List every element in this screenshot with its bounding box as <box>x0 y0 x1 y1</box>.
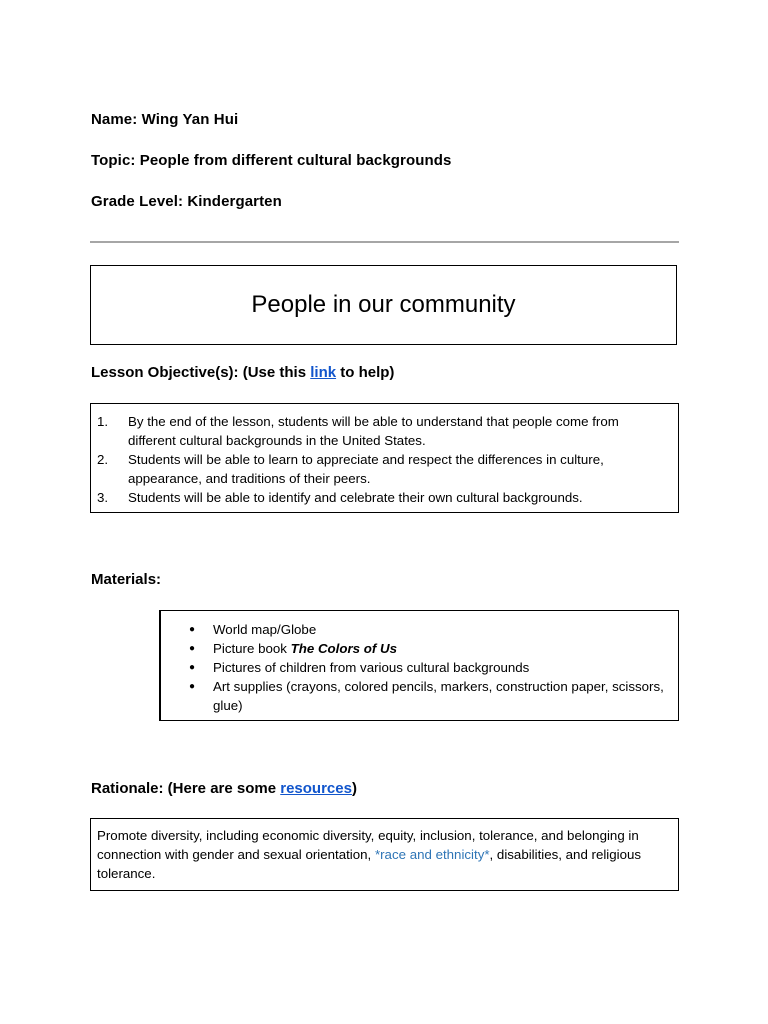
objective-number: 3. <box>97 490 109 505</box>
lesson-topic: Topic: People from different cultural backgrounds <box>91 152 452 169</box>
objectives-link[interactable]: link <box>310 364 337 381</box>
horizontal-divider <box>90 241 679 243</box>
objective-text: Students will be able to identify and celebrate their own cultural backgrounds. <box>128 490 583 505</box>
materials-item-text <box>213 639 668 658</box>
materials-item-text: Art supplies (crayons, colored pencils, markers, construction paper, scissors, glue) <box>213 679 664 713</box>
objectives-heading <box>91 364 394 381</box>
objective-number: 1. <box>97 414 109 429</box>
materials-item <box>189 677 668 715</box>
rationale-heading <box>91 780 357 797</box>
bullet-icon: ● <box>189 662 196 673</box>
bullet-icon: ● <box>189 681 196 692</box>
title-box <box>90 265 677 345</box>
bullet-icon: ● <box>189 643 196 654</box>
rationale-heading-prefix: Rationale: (Here are some <box>91 780 281 797</box>
materials-item <box>189 658 668 677</box>
objective-item <box>97 450 668 488</box>
lesson-title: People in our community <box>251 291 516 318</box>
materials-box <box>159 610 679 721</box>
objective-text: Students will be able to learn to appreciate and respect the differences in culture, appearance, and traditions of their peers. <box>128 452 604 486</box>
objectives-heading-suffix: to help) <box>336 364 395 381</box>
student-name: Name: Wing Yan Hui <box>91 111 239 128</box>
objectives-heading-prefix: Lesson Objective(s): (Use this <box>91 364 311 381</box>
materials-item-text: World map/Globe <box>213 622 317 637</box>
book-title: The Colors of Us <box>290 641 397 656</box>
bullet-icon: ● <box>189 624 196 635</box>
materials-item-text: Pictures of children from various cultural backgrounds <box>213 660 530 675</box>
rationale-text-prefix: Promote diversity, including economic diversity, equity, inclusion, tolerance, and belonging in connection with gender and sexual orientation, <box>97 828 639 862</box>
resources-link[interactable]: resources <box>280 780 352 797</box>
objective-item <box>97 412 668 450</box>
objective-number: 2. <box>97 452 109 467</box>
rationale-heading-suffix: ) <box>351 780 357 797</box>
materials-item <box>189 620 668 639</box>
materials-item-text-prefix: Picture book <box>213 641 291 656</box>
rationale-highlight: *race and ethnicity* <box>374 847 490 862</box>
rationale-box <box>90 818 679 891</box>
objectives-box <box>90 403 679 513</box>
materials-heading: Materials: <box>91 571 162 588</box>
grade-level: Grade Level: Kindergarten <box>91 193 282 210</box>
materials-item <box>189 639 668 658</box>
objective-item <box>97 488 668 507</box>
rationale-text-suffix: , disabilities, and religious tolerance. <box>97 847 642 881</box>
objective-text: By the end of the lesson, students will be able to understand that people come from different cultural backgrounds in the United States. <box>128 414 619 448</box>
